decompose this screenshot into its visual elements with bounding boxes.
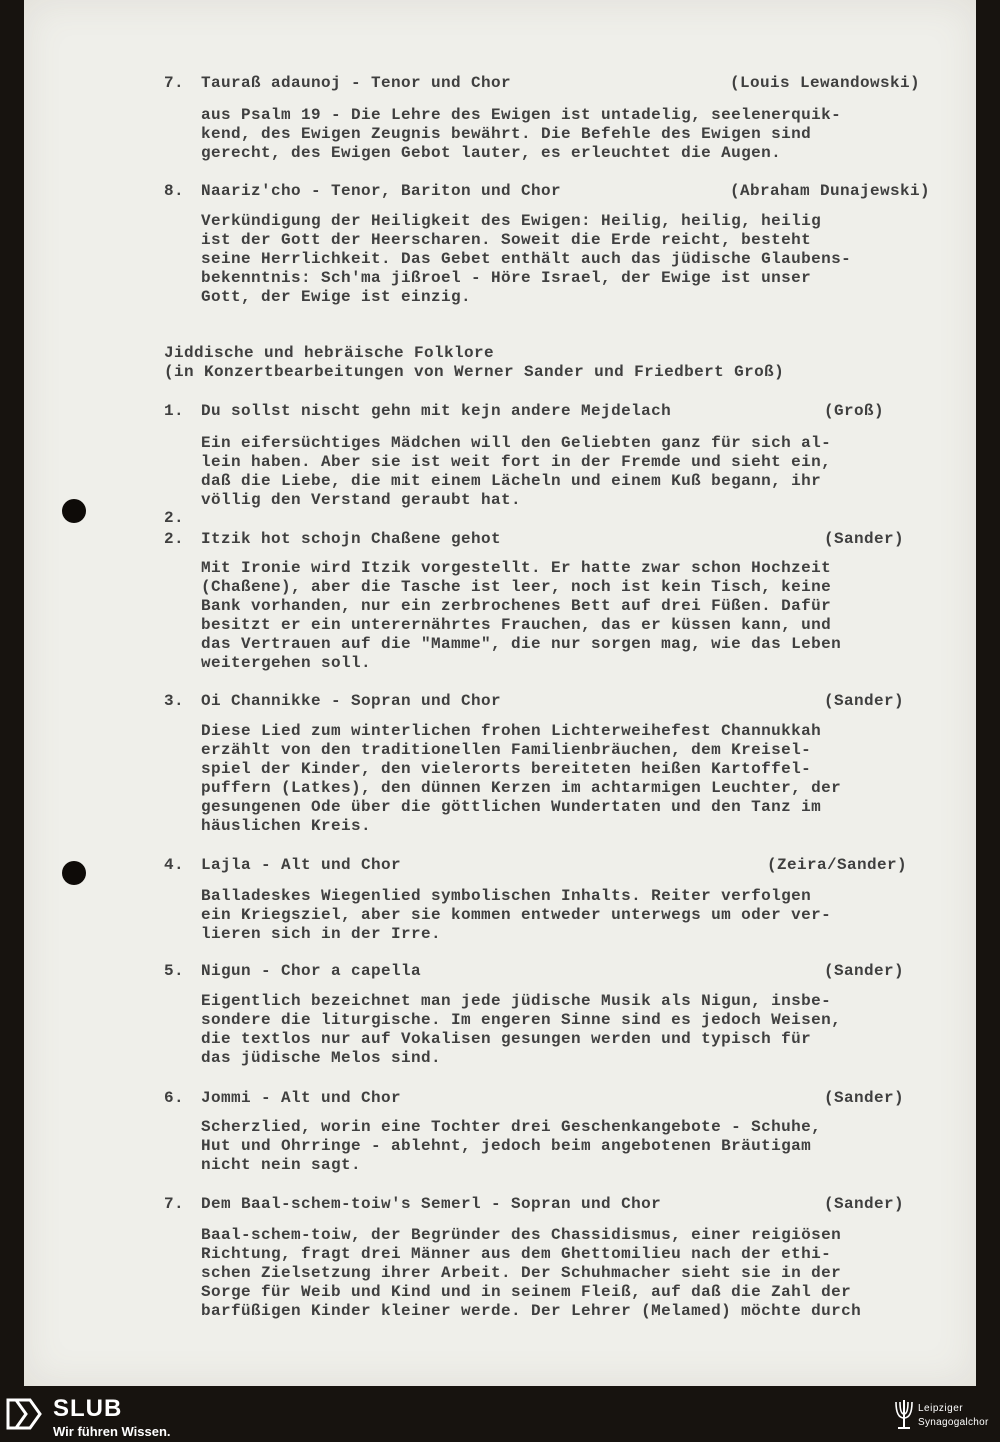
item-number: 4. xyxy=(164,856,185,874)
stray-item-number: 2. xyxy=(164,509,185,527)
description-line: Hut und Ohrringe - ablehnt, jedoch beim angebotenen Bräutigam xyxy=(201,1137,812,1155)
choir-name-line2: Synagogalchor xyxy=(918,1417,989,1428)
description-line: Ein eifersüchtiges Mädchen will den Geliebten ganz für sich al- xyxy=(201,434,832,452)
description-line: daß die Liebe, die mit einem Lächeln und einem Kuß begann, ihr xyxy=(201,472,822,490)
item-number: 6. xyxy=(164,1089,185,1107)
description-line: sondere die liturgische. Im engeren Sinne sind es jedoch Weisen, xyxy=(201,1011,842,1029)
document-page xyxy=(24,0,976,1386)
library-slogan: Wir führen Wissen. xyxy=(53,1424,171,1439)
description-line: Gott, der Ewige ist einzig. xyxy=(201,288,472,306)
item-title: Nigun - Chor a capella xyxy=(201,962,422,980)
description-line: schen Zielsetzung ihrer Arbeit. Der Schuhmacher sieht sie in der xyxy=(201,1264,842,1282)
description-line: Verkündigung der Heiligkeit des Ewigen: Heilig, heilig, heilig xyxy=(201,212,822,230)
description-line: lein haben. Aber sie ist weit fort in der Fremde und sieht ein, xyxy=(201,453,832,471)
item-number: 8. xyxy=(164,182,185,200)
item-title: Oi Channikke - Sopran und Chor xyxy=(201,692,502,710)
item-composer: (Sander) xyxy=(824,530,905,548)
menorah-icon xyxy=(893,1394,915,1434)
item-title: Itzik hot schojn Chaßene gehot xyxy=(201,530,502,548)
description-line: bekenntnis: Sch'ma jißroel - Höre Israel, der Ewige ist unser xyxy=(201,269,812,287)
description-line: Baal-schem-toiw, der Begründer des Chassidismus, einer reigiösen xyxy=(201,1226,842,1244)
item-composer: (Sander) xyxy=(824,962,905,980)
library-name: SLUB xyxy=(53,1395,123,1422)
choir-name-line1: Leipziger xyxy=(918,1403,964,1414)
item-number: 1. xyxy=(164,402,185,420)
footer-bar xyxy=(0,1386,1000,1442)
description-line: das Vertrauen auf die "Mamme", die nur sorgen mag, wie das Leben xyxy=(201,635,842,653)
description-line: erzählt von den traditionellen Familienbräuchen, dem Kreisel- xyxy=(201,741,812,759)
description-line: besitzt er ein unterernährtes Frauchen, das er küssen kann, und xyxy=(201,616,832,634)
description-line: Bank vorhanden, nur ein zerbrochenes Bett auf drei Füßen. Dafür xyxy=(201,597,832,615)
description-line: Richtung, fragt drei Männer aus dem Ghettomilieu nach der ethi- xyxy=(201,1245,832,1263)
description-line: kend, des Ewigen Zeugnis bewährt. Die Befehle des Ewigen sind xyxy=(201,125,812,143)
description-line: das jüdische Melos sind. xyxy=(201,1049,442,1067)
item-number: 5. xyxy=(164,962,185,980)
item-composer: (Abraham Dunajewski) xyxy=(730,182,931,200)
item-title: Du sollst nischt gehn mit kejn andere Mejdelach xyxy=(201,402,672,420)
description-line: spiel der Kinder, den vielerorts bereiteten heißen Kartoffel- xyxy=(201,760,812,778)
description-line: seine Herrlichkeit. Das Gebet enthält auch das jüdische Glaubens- xyxy=(201,250,852,268)
description-line: häuslichen Kreis. xyxy=(201,817,372,835)
item-number: 7. xyxy=(164,74,185,92)
description-line: Eigentlich bezeichnet man jede jüdische Musik als Nigun, insbe- xyxy=(201,992,832,1010)
description-line: die textlos nur auf Vokalisen gesungen werden und typisch für xyxy=(201,1030,812,1048)
description-line: ist der Gott der Heerscharen. Soweit die Erde reicht, besteht xyxy=(201,231,812,249)
item-composer: (Sander) xyxy=(824,692,905,710)
slub-logo-icon xyxy=(6,1398,42,1430)
punch-hole xyxy=(62,861,86,885)
item-composer: (Groß) xyxy=(824,402,885,420)
section-subheading: (in Konzertbearbeitungen von Werner Sander und Friedbert Groß) xyxy=(164,363,785,381)
description-line: aus Psalm 19 - Die Lehre des Ewigen ist untadelig, seelenerquik- xyxy=(201,106,842,124)
item-number: 7. xyxy=(164,1195,185,1213)
punch-hole xyxy=(62,499,86,523)
description-line: weitergehen soll. xyxy=(201,654,372,672)
item-number: 3. xyxy=(164,692,185,710)
description-line: nicht nein sagt. xyxy=(201,1156,362,1174)
description-line: puffern (Latkes), den dünnen Kerzen im achtarmigen Leuchter, der xyxy=(201,779,842,797)
item-composer: (Sander) xyxy=(824,1089,905,1107)
description-line: (Chaßene), aber die Tasche ist leer, noch ist kein Tisch, keine xyxy=(201,578,832,596)
item-title: Tauraß adaunoj - Tenor und Chor xyxy=(201,74,512,92)
description-line: gerecht, des Ewigen Gebot lauter, es erleuchtet die Augen. xyxy=(201,144,782,162)
item-composer: (Zeira/Sander) xyxy=(767,856,908,874)
item-composer: (Sander) xyxy=(824,1195,905,1213)
item-title: Dem Baal-schem-toiw's Semerl - Sopran und Chor xyxy=(201,1195,662,1213)
description-line: lieren sich in der Irre. xyxy=(201,925,442,943)
item-title: Lajla - Alt und Chor xyxy=(201,856,402,874)
item-title: Naariz'cho - Tenor, Bariton und Chor xyxy=(201,182,562,200)
item-composer: (Louis Lewandowski) xyxy=(730,74,921,92)
description-line: Scherzlied, worin eine Tochter drei Geschenkangebote - Schuhe, xyxy=(201,1118,822,1136)
item-title: Jommi - Alt und Chor xyxy=(201,1089,402,1107)
description-line: Diese Lied zum winterlichen frohen Lichterweihefest Channukkah xyxy=(201,722,822,740)
description-line: Balladeskes Wiegenlied symbolischen Inhalts. Reiter verfolgen xyxy=(201,887,812,905)
description-line: völlig den Verstand geraubt hat. xyxy=(201,491,522,509)
description-line: barfüßigen Kinder kleiner werde. Der Lehrer (Melamed) möchte durch xyxy=(201,1302,862,1320)
description-line: Mit Ironie wird Itzik vorgestellt. Er hatte zwar schon Hochzeit xyxy=(201,559,832,577)
description-line: Sorge für Weib und Kind und in seinem Fleiß, auf daß die Zahl der xyxy=(201,1283,852,1301)
item-number: 2. xyxy=(164,530,185,548)
description-line: ein Kriegsziel, aber sie kommen entweder unterwegs um oder ver- xyxy=(201,906,832,924)
description-line: gesungenen Ode über die göttlichen Wundertaten und den Tanz im xyxy=(201,798,822,816)
section-heading: Jiddische und hebräische Folklore xyxy=(164,344,495,362)
